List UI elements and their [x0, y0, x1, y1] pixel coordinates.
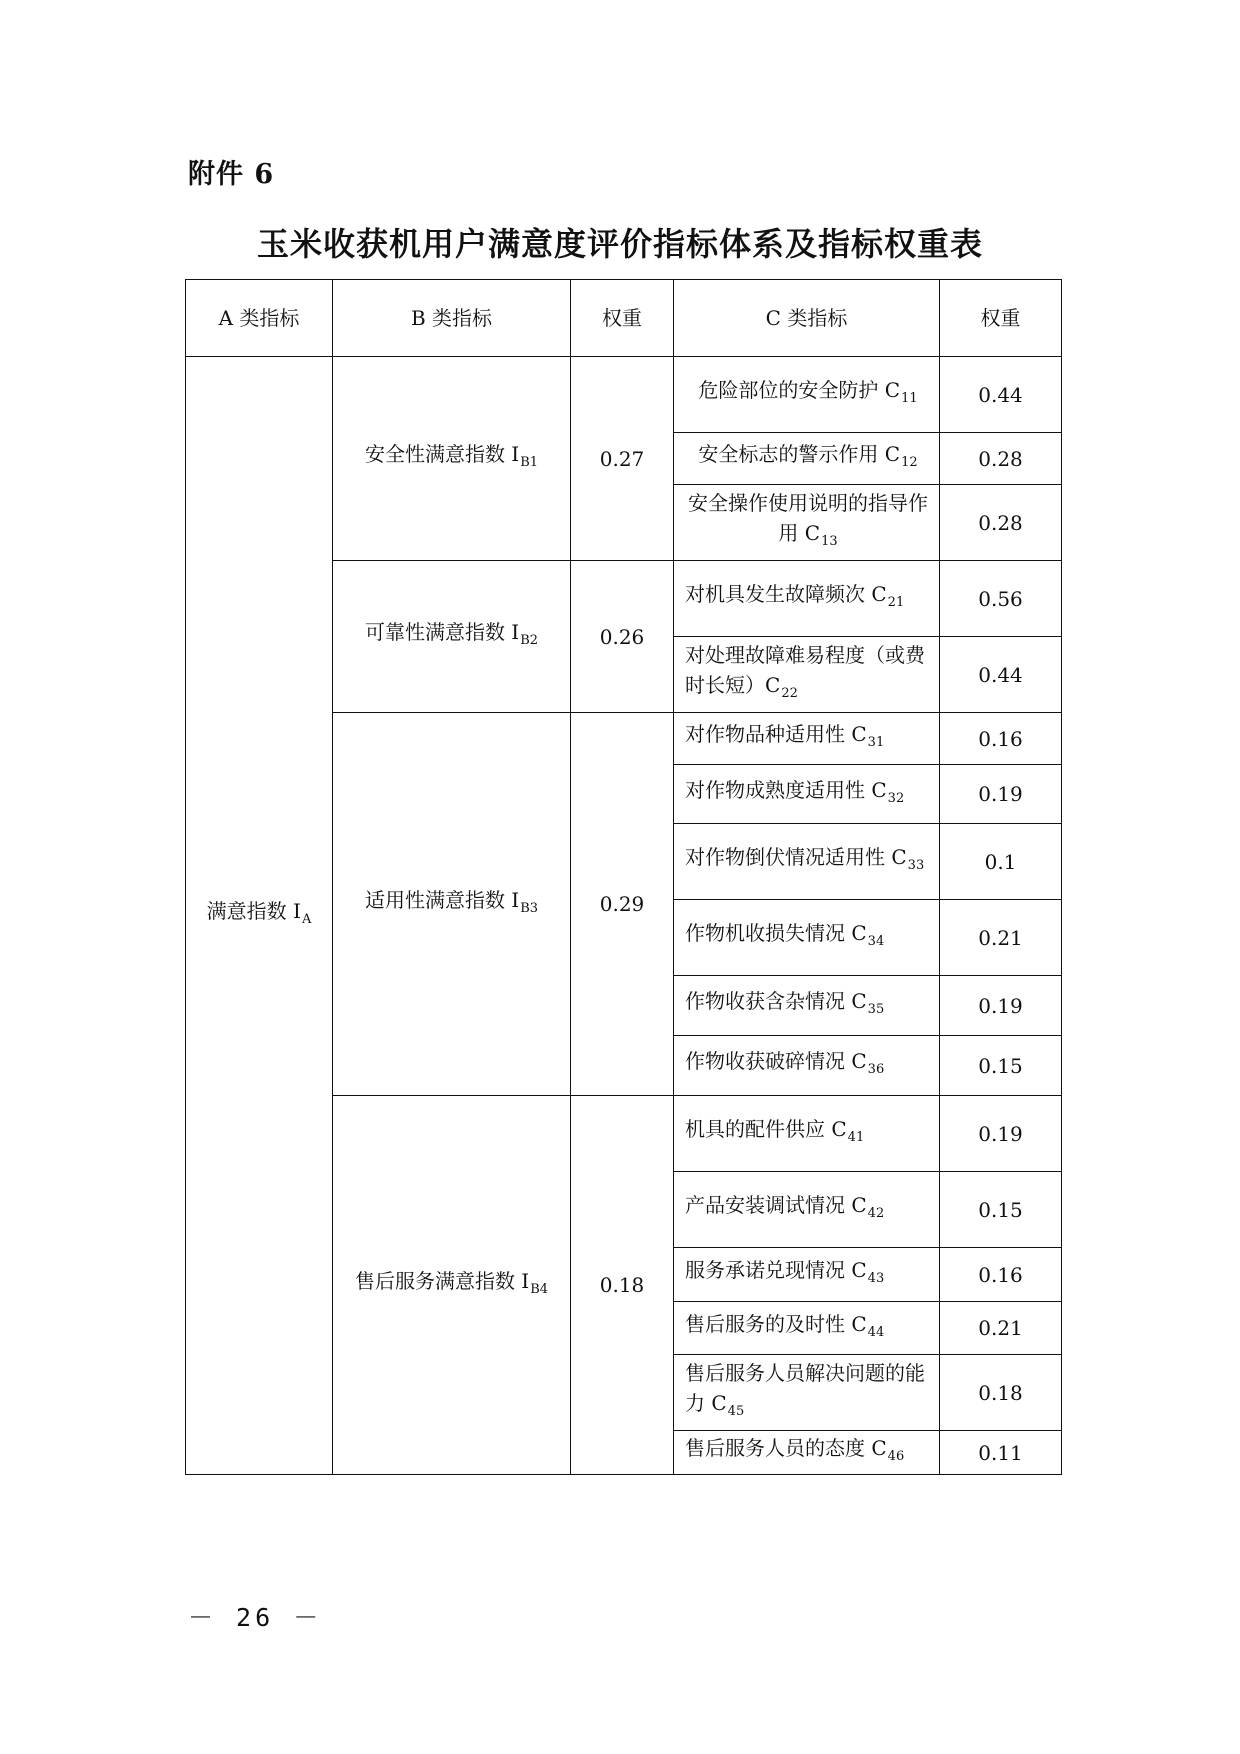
- c-indicator-cell: 作物机收损失情况 $C_{34}$: [674, 900, 940, 976]
- c-indicator-cell: 售后服务的及时性 $C_{44}$: [674, 1302, 940, 1355]
- c-weight-cell: 0.44: [940, 357, 1062, 433]
- document-title: 玉米收获机用户满意度评价指标体系及指标权重表: [256, 225, 983, 263]
- b-indicator-cell: 售后服务满意指数 $I_{B4}$: [333, 1096, 571, 1475]
- header-b-weight: 权重: [571, 280, 674, 357]
- c-weight-cell: 0.15: [940, 1036, 1062, 1096]
- table-header-row: [186, 280, 1062, 357]
- c-weight-cell: 0.15: [940, 1172, 1062, 1248]
- header-b-indicator: B 类指标: [333, 280, 571, 357]
- c-indicator-cell: 售后服务人员解决问题的能力 $C_{45}$: [674, 1355, 940, 1431]
- c-indicator-cell: 安全标志的警示作用 $C_{12}$: [674, 433, 940, 485]
- c-indicator-cell: 对机具发生故障频次 $C_{21}$: [674, 561, 940, 637]
- c-weight-cell: 0.18: [940, 1355, 1062, 1431]
- c-weight-cell: 0.19: [940, 765, 1062, 824]
- c-indicator-cell: 作物收获破碎情况 $C_{36}$: [674, 1036, 940, 1096]
- c-weight-cell: 0.28: [940, 433, 1062, 485]
- attachment-label: 附件 6: [188, 159, 275, 190]
- c-weight-cell: 0.16: [940, 1248, 1062, 1302]
- c-indicator-cell: 对作物成熟度适用性 $C_{32}$: [674, 765, 940, 824]
- c-indicator-cell: 机具的配件供应 $C_{41}$: [674, 1096, 940, 1172]
- b-indicator-cell: 适用性满意指数 $I_{B3}$: [333, 713, 571, 1096]
- c-indicator-cell: 对处理故障难易程度（或费时长短）$C_{22}$: [674, 637, 940, 713]
- b-indicator-cell: 安全性满意指数 $I_{B1}$: [333, 357, 571, 561]
- c-weight-cell: 0.16: [940, 713, 1062, 765]
- b-indicator-cell: 可靠性满意指数 $I_{B2}$: [333, 561, 571, 713]
- b-weight-cell: 0.26: [571, 561, 674, 713]
- c-weight-cell: 0.19: [940, 1096, 1062, 1172]
- header-a-indicator: A 类指标: [186, 280, 333, 357]
- c-weight-cell: 0.56: [940, 561, 1062, 637]
- b-weight-cell: 0.27: [571, 357, 674, 561]
- c-indicator-cell: 服务承诺兑现情况 $C_{43}$: [674, 1248, 940, 1302]
- c-indicator-cell: 对作物品种适用性 $C_{31}$: [674, 713, 940, 765]
- b-weight-cell: 0.29: [571, 713, 674, 1096]
- c-indicator-cell: 安全操作使用说明的指导作用 $C_{13}$: [674, 485, 940, 561]
- c-indicator-cell: 作物收获含杂情况 $C_{35}$: [674, 976, 940, 1036]
- b-weight-cell: 0.18: [571, 1096, 674, 1475]
- c-weight-cell: 0.11: [940, 1431, 1062, 1475]
- indicator-weight-table: [185, 279, 1062, 1475]
- c-weight-cell: 0.19: [940, 976, 1062, 1036]
- header-c-weight: 权重: [940, 280, 1062, 357]
- c-weight-cell: 0.1: [940, 824, 1062, 900]
- a-indicator-cell: 满意指数 $I_A$: [186, 357, 333, 1475]
- c-weight-cell: 0.21: [940, 900, 1062, 976]
- c-indicator-cell: 对作物倒伏情况适用性 $C_{33}$: [674, 824, 940, 900]
- page-number: － 26 －: [188, 1603, 323, 1632]
- table-row: [186, 357, 1062, 433]
- c-indicator-cell: 危险部位的安全防护 $C_{11}$: [674, 357, 940, 433]
- header-c-indicator: C 类指标: [674, 280, 940, 357]
- c-weight-cell: 0.28: [940, 485, 1062, 561]
- c-weight-cell: 0.21: [940, 1302, 1062, 1355]
- c-indicator-cell: 产品安装调试情况 $C_{42}$: [674, 1172, 940, 1248]
- c-indicator-cell: 售后服务人员的态度 $C_{46}$: [674, 1431, 940, 1475]
- c-weight-cell: 0.44: [940, 637, 1062, 713]
